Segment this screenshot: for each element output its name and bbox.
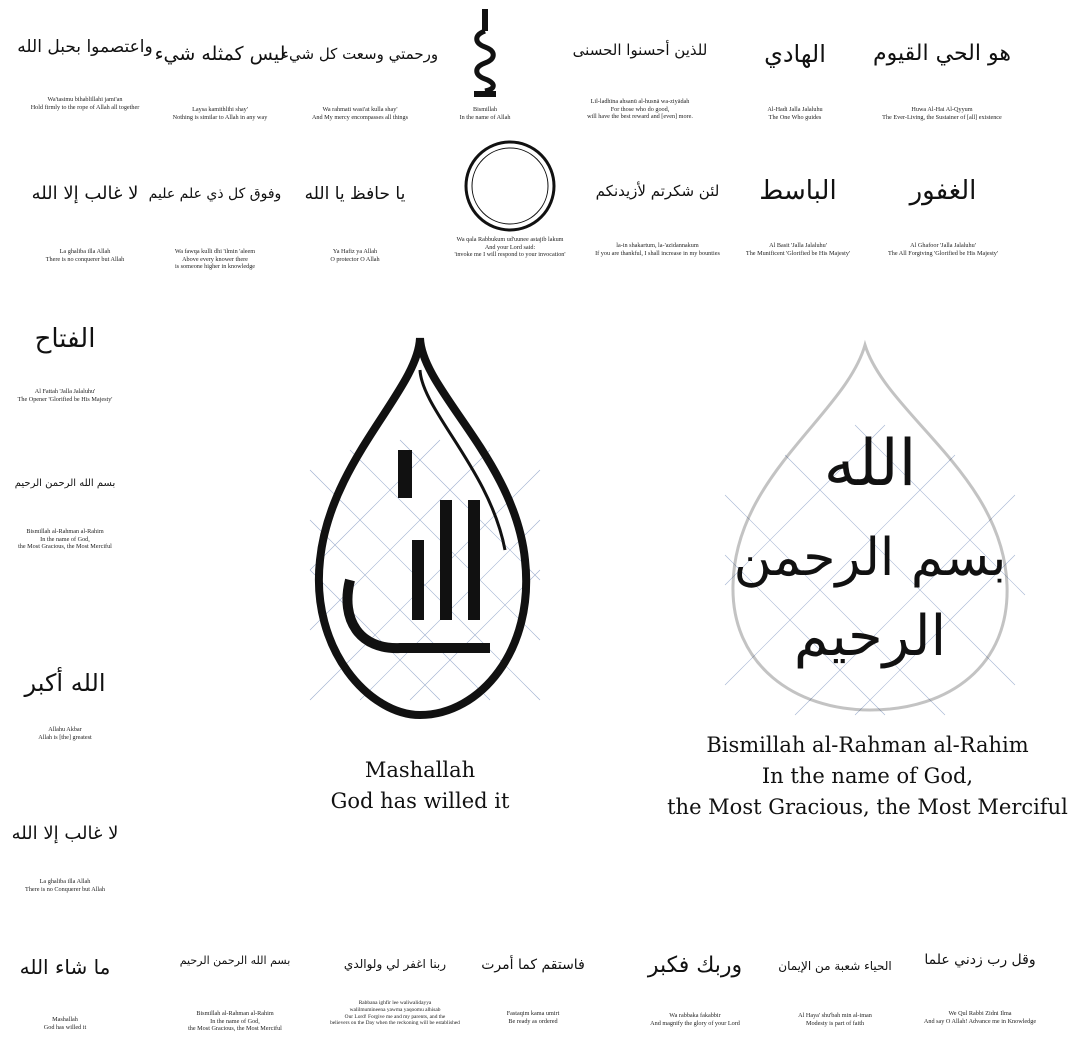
caption-line: God has willed it <box>330 789 510 813</box>
caption-line: the Most Gracious, the Most Merciful <box>667 795 1068 819</box>
bismillah-drop-graphic <box>665 335 1070 720</box>
caption-line: Wa fawqa kulli dhi 'ilmin 'aleem <box>174 248 256 255</box>
caption-line: the Most Gracious, the Most Merciful <box>18 543 112 551</box>
calligraphy-caption <box>5 878 125 893</box>
calligraphy-glyph: وقل رب زدني علما <box>924 952 1036 968</box>
caption-line: Wa rabbaka fakabbir <box>669 1012 721 1019</box>
calligraphy-glyph: وربك فكبر <box>647 953 743 978</box>
calligraphy-glyph: لا غالب إلا الله <box>31 183 139 204</box>
calligraphy-item <box>5 790 125 893</box>
calligraphy-item <box>320 928 470 1027</box>
calligraphy-caption <box>565 98 715 121</box>
caption-line: The Opener 'Glorified be His Majesty' <box>17 395 113 403</box>
caption-line: Al Ghafoor 'Jalla Jalaluhu' <box>910 242 976 249</box>
caption-line: Wa qala Rabbukum ud'uunee astajib lakum <box>456 236 564 243</box>
calligraphy-item <box>154 2 286 121</box>
calligraphy-caption <box>478 1010 588 1025</box>
caption-line: Bismillah al-Rahman al-Rahim <box>196 1010 274 1017</box>
calligraphy-item <box>5 640 125 741</box>
featured-bismillah <box>665 335 1070 823</box>
mashallah-drop-graphic <box>290 330 550 725</box>
calligraphy-glyph: ربنا اغفر لي ولوالدي <box>343 957 447 971</box>
calligraphy-glyph: لا غالب إلا الله <box>11 823 119 844</box>
calligraphy-item <box>300 140 410 263</box>
calligraphy-glyph: وفوق كل ذي علم عليم <box>148 186 282 202</box>
featured-caption <box>665 730 1070 823</box>
calligraphy-item <box>170 910 300 1033</box>
caption-line: God has willed it <box>43 1023 87 1031</box>
calligraphy-item <box>20 140 150 263</box>
caption-line: And My mercy encompasses all things <box>311 113 409 121</box>
caption-line: Fastaqim kama umirt <box>506 1010 560 1017</box>
caption-line: And magnify the glory of your Lord <box>650 1019 740 1027</box>
calligraphy-glyph: ما شاء الله <box>19 955 111 979</box>
calligraphy-item <box>875 140 1011 257</box>
caption-line: is someone higher in knowledge <box>174 263 256 271</box>
calligraphy-glyph: ليس كمثله شيء <box>154 42 286 65</box>
calligraphy-item <box>868 2 1016 121</box>
caption-line: la-in shakartum, la-'azidannakum <box>616 242 699 249</box>
caption-line: Ya Hafiz ya Allah <box>332 248 378 255</box>
calligraphy-glyph <box>440 2 530 106</box>
calligraphy-item <box>910 910 1050 1025</box>
caption-line: The Ever-Living, the Sustainer of [all] existence <box>882 113 1002 121</box>
caption-line: Al-Hadi Jalla Jalaluhu <box>767 106 823 113</box>
calligraphy-caption <box>875 242 1011 257</box>
calligraphy-caption <box>170 1010 300 1033</box>
caption-line: Wa'tasimu bihablillahi jami'an <box>47 96 123 103</box>
caption-line: Laysa kamithlihi shay' <box>192 106 248 113</box>
calligraphy-item <box>17 2 153 111</box>
calligraphy-item <box>150 140 280 271</box>
caption-line: 'invoke me I will respond to your invocation' <box>454 251 566 259</box>
calligraphy-glyph: الهادي <box>764 40 826 68</box>
caption-line: Al Basit 'Jalla Jalaluhu' <box>769 242 827 249</box>
calligraphy-caption <box>910 1010 1050 1025</box>
caption-line: will have the best reward and [even] more. <box>587 113 693 121</box>
calligraphy-caption <box>160 106 280 121</box>
calligraphy-caption <box>770 1012 900 1027</box>
calligraphy-caption <box>320 1000 470 1027</box>
calligraphy-caption <box>5 726 125 741</box>
calligraphy-glyph: الله أكبر <box>24 669 106 697</box>
calligraphy-caption <box>5 1016 125 1031</box>
caption-line: Rabbana ighfir lee waliwalidayya <box>358 1000 432 1006</box>
caption-line: Modesty is part of faith <box>805 1019 865 1027</box>
caption-line: believers on the Day when the reckoning will be established <box>330 1020 460 1027</box>
caption-line: Al Haya' shu'bah min al-iman <box>798 1012 872 1019</box>
svg-text:الرحيم: الرحيم <box>793 604 947 669</box>
caption-line: In the name of Allah <box>459 113 511 121</box>
caption-line: We Qul Rabbi Zidni Ilma <box>948 1010 1012 1017</box>
caption-line: Above every knower there <box>182 255 248 263</box>
calligraphy-caption <box>740 106 850 121</box>
caption-line: Be ready as ordered <box>508 1017 558 1025</box>
calligraphy-caption <box>5 528 125 551</box>
caption-line: In the name of God, <box>761 764 974 788</box>
calligraphy-item <box>5 440 125 551</box>
featured-caption <box>290 755 550 817</box>
caption-line: La ghaliba illa Allah <box>59 248 111 255</box>
caption-line: Al Fattah 'Jalla Jalaluhu' <box>34 388 96 395</box>
caption-line: For those who do good, <box>610 105 670 113</box>
calligraphy-glyph: الباسط <box>759 176 837 206</box>
circular-calligraphy-icon <box>462 138 558 234</box>
calligraphy-caption <box>440 106 530 121</box>
caption-line: Wa rahmati wasi'at kulla shay' <box>322 106 398 113</box>
calligraphy-glyph: لئن شكرتم لأزيدنكم <box>595 181 720 200</box>
calligraphy-glyph: واعتصموا بحبل الله <box>17 36 153 57</box>
caption-line: In the name of God, <box>210 1017 260 1025</box>
calligraphy-caption <box>20 248 150 263</box>
calligraphy-caption <box>300 106 420 121</box>
calligraphy-caption <box>440 236 580 259</box>
caption-line: The Munificent 'Glorified be His Majesty' <box>745 249 851 257</box>
caption-line: There is no conquerer but Allah <box>45 255 125 263</box>
calligraphy-glyph <box>440 136 580 236</box>
caption-line: Bismillah <box>472 106 498 113</box>
caption-line: Bismillah al-Rahman al-Rahim <box>706 733 1029 757</box>
calligraphy-glyph: بسم الله الرحمن الرحيم <box>179 953 291 967</box>
caption-line: Hold firmly to the rope of Allah all together <box>30 103 140 111</box>
calligraphy-glyph: ورحمتي وسعت كل شيء <box>281 44 439 63</box>
caption-line: walilmumineena yawma yaqoomu alhisab <box>349 1006 441 1013</box>
calligraphy-caption <box>150 248 280 271</box>
calligraphy-glyph: الغفور <box>909 176 977 206</box>
caption-line: Bismillah al-Rahman al-Rahim <box>26 528 104 535</box>
calligraphy-caption <box>630 1012 760 1027</box>
caption-line: Allahu Akbar <box>48 726 82 733</box>
caption-line: Nothing is similar to Allah in any way <box>172 113 268 121</box>
calligraphy-glyph: بسم الله الرحمن الرحيم <box>14 478 116 489</box>
caption-line: Mashallah <box>52 1016 78 1023</box>
calligraphy-item <box>770 920 900 1027</box>
caption-line: the Most Gracious, the Most Merciful <box>188 1025 282 1033</box>
caption-line: If you are thankful, I shall increase in my bounties <box>595 249 720 257</box>
calligraphy-glyph: يا حافظ يا الله <box>304 183 406 204</box>
calligraphy-item <box>565 2 715 121</box>
caption-line: Huwa Al-Hai Al-Qyyum <box>911 106 973 113</box>
svg-text:بسم الرحمن: بسم الرحمن <box>733 528 1007 588</box>
svg-text:الله: الله <box>823 427 917 501</box>
caption-line: Our Lord! Forgive me and my parents, and the <box>344 1013 446 1020</box>
caption-line: O protector O Allah <box>330 255 380 263</box>
caption-line: The All Forgiving 'Glorified be His Majesty' <box>887 249 999 257</box>
calligraphy-item <box>5 918 125 1031</box>
caption-line: And say O Allah! Advance me in Knowledge <box>923 1017 1037 1025</box>
caption-line: Lil-ladhīna ahsanū al-husnā wa-ziyādah <box>590 98 690 105</box>
calligraphy-item <box>281 2 439 121</box>
caption-line: And your Lord said: <box>484 243 536 251</box>
calligraphy-glyph: الفتاح <box>34 324 96 354</box>
calligraphy-item <box>5 290 125 403</box>
calligraphy-glyph: الحياء شعبة من الإيمان <box>778 959 892 973</box>
calligraphy-caption <box>300 248 410 263</box>
calligraphy-caption <box>738 242 858 257</box>
calligraphy-item <box>630 920 760 1027</box>
calligraphy-item <box>590 140 725 257</box>
calligraphy-caption <box>20 96 150 111</box>
featured-mashallah <box>290 330 550 817</box>
calligraphy-item <box>738 140 858 257</box>
calligraphy-item <box>440 136 580 259</box>
caption-line: Allah is [the] greatest <box>38 733 92 741</box>
calligraphy-caption <box>868 106 1016 121</box>
calligraphy-item <box>478 920 588 1025</box>
calligraphy-glyph: فاستقم كما أمرت <box>481 957 585 973</box>
caption-line: La ghaliba illa Allah <box>39 878 91 885</box>
caption-line: There is no Conquerer but Allah <box>25 885 105 893</box>
calligraphy-caption <box>5 388 125 403</box>
bismillah-tower-icon <box>470 9 500 99</box>
calligraphy-glyph: للذين أحسنوا الحسنى <box>572 40 708 59</box>
caption-line: The One Who guides <box>768 113 822 121</box>
calligraphy-caption <box>590 242 725 257</box>
caption-line: Mashallah <box>364 758 476 782</box>
calligraphy-glyph: هو الحي القيوم <box>873 41 1011 66</box>
calligraphy-item <box>440 2 530 121</box>
caption-line: In the name of God, <box>40 535 90 543</box>
calligraphy-item <box>740 2 850 121</box>
